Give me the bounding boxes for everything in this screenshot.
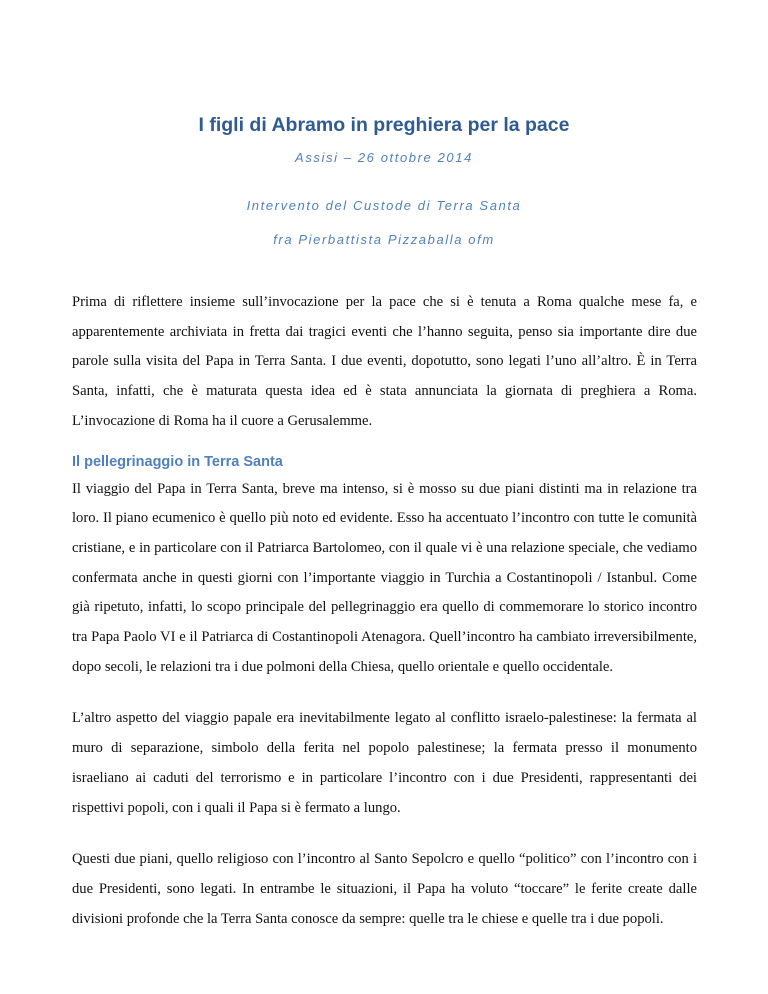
paragraph-2: L’altro aspetto del viaggio papale era inevitabilmente legato al conflitto israelo-palestinese: la fermata al muro di separazione, simbolo della ferita nel popolo palestinese; la fermata presso il monumento israeliano ai caduti del terrorismo e in particolare l’incontro con i due Presidenti, rappresentanti dei rispettivi popoli, con i quali il Papa si è fermato a lungo. xyxy=(72,710,697,816)
intro-paragraph: Prima di riflettere insieme sull’invocazione per la pace che si è tenuta a Roma qualche mese fa, e apparentemente archiviata in fretta dai tragici eventi che l’hanno seguita, penso sia importante dire due parole sulla visita del Papa in Terra Santa. I due eventi, dopotutto, sono legati l’uno all’altro. È in Terra Santa, infatti, che è maturata questa idea ed è stata annunciata la giornata di preghiera a Roma. L’invocazione di Roma ha il cuore a Gerusalemme. xyxy=(72,294,697,429)
document-body xyxy=(72,288,697,934)
document-header xyxy=(0,112,768,248)
document-author: fra Pierbattista Pizzaballa ofm xyxy=(273,232,495,247)
section-heading: Il pellegrinaggio in Terra Santa xyxy=(72,453,283,470)
document-intervento: Intervento del Custode di Terra Santa xyxy=(246,198,522,213)
paragraph-1: Il viaggio del Papa in Terra Santa, breve ma intenso, si è mosso su due piani distinti ma in relazione tra loro. Il piano ecumenico è quello più noto ed evidente. Esso ha accentuato l’incontro con tutte le comunità cristiane, e in particolare con il Patriarca Bartolomeo, con il quale vi è una relazione speciale, che vediamo confermata anche in questi giorni con l’importante viaggio in Turchia a Costantinopoli / Istanbul. Come già ripetuto, infatti, lo scopo principale del pellegrinaggio era quello di commemorare lo storico incontro tra Papa Paolo VI e il Patriarca di Costantinopoli Atenagora. Quell’incontro ha cambiato irreversibilmente, dopo secoli, le relazioni tra i due polmoni della Chiesa, quello orientale e quello occidentale. xyxy=(72,480,697,675)
paragraph-3: Questi due piani, quello religioso con l’incontro al Santo Sepolcro e quello “politico” con l’incontro con i due Presidenti, sono legati. In entrambe le situazioni, il Papa ha voluto “toccare” le ferite create dalle divisioni profonde che la Terra Santa conosce da sempre: quelle tra le chiese e quelle tra i due popoli. xyxy=(72,851,697,927)
document-date: Assisi – 26 ottobre 2014 xyxy=(295,150,473,165)
document-title: I figli di Abramo in preghiera per la pace xyxy=(198,114,570,136)
